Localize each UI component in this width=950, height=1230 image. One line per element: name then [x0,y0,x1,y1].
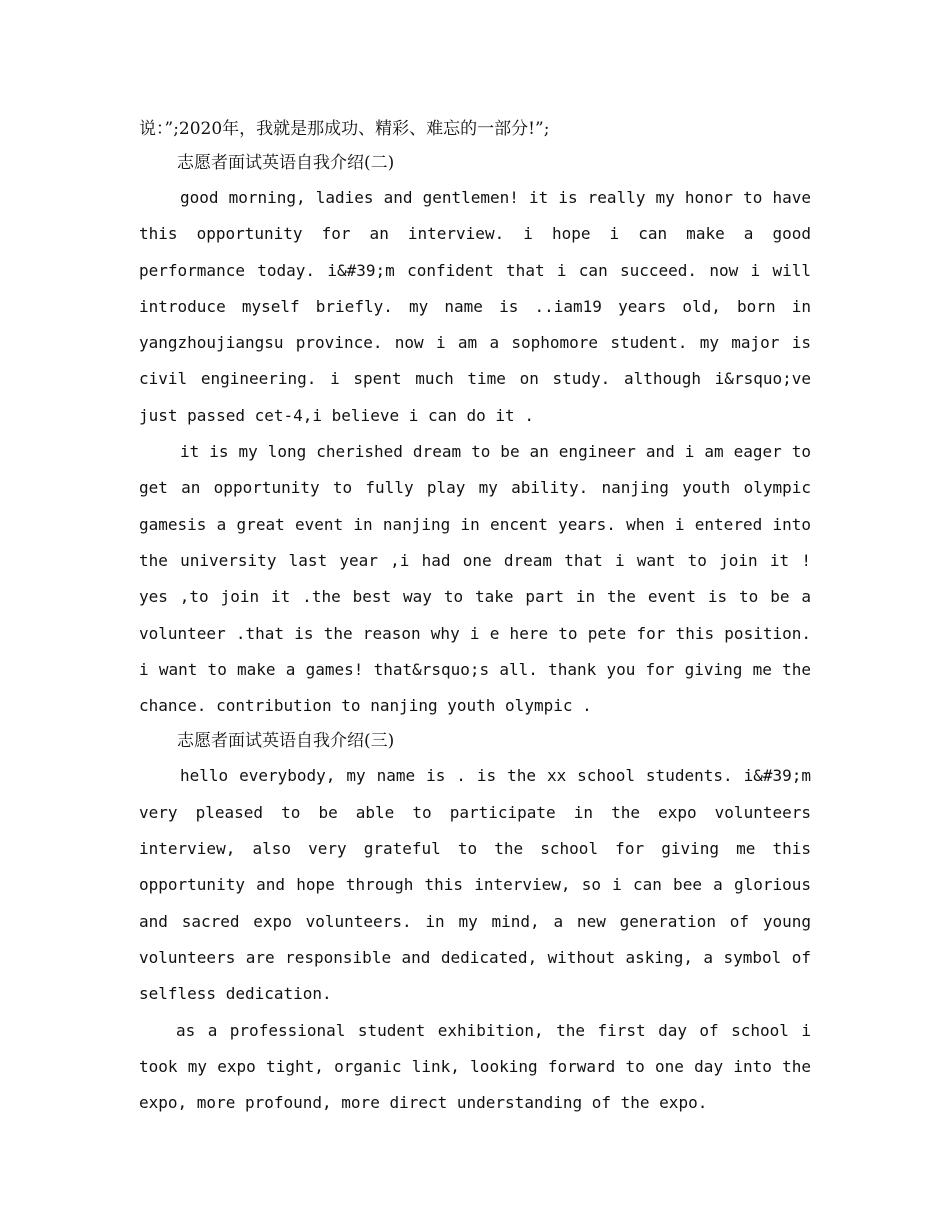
section-3-paragraph-2: as a professional student exhibition, the first day of school i took my expo tight, organic link, looking forward to one day into the expo, more profound, more direct understanding of the expo. [139,1020,811,1113]
section-3-paragraph-1: hello everybody, my name is . is the xx school students. i&#39;m very pleased to be able to participate in the expo volunteers interview, also very grateful to the school for giving me this opportunity and hope through this interview, so i can bee a glorious and sacred expo volunteers. in my mind, a new generation of young volunteers are responsible and dedicated, without asking, a symbol of selfless dedication. [139,766,811,1004]
section-heading-2: 志愿者面试英语自我介绍(二) [177,153,395,173]
opening-line: 说：”;2020年，我就是那成功、精彩、难忘的一部分!”; [139,119,550,139]
section-2-paragraph-1: good morning, ladies and gentlemen! it is really my honor to have this opportunity for an interview. i hope i can make a good performance today. i&#39;m confident that i can succeed. now i will introduce myself briefly. my name is ..iam19 years old, born in yangzhoujiangsu province. now i am a sophomore student. my major is civil engineering. i spent much time on study. although i&rsquo;ve just passed cet-4,i believe i can do it . [139,188,811,425]
section-2-paragraph-2: it is my long cherished dream to be an engineer and i am eager to get an opportunity to fully play my ability. nanjing youth olympic gamesis a great event in nanjing in encent years. when i entered into the university last year ,i had one dream that i want to join it ! yes ,to join it .the best way to take part in the event is to be a volunteer .that is the reason why i e here to pete for this position. i want to make a games! that&rsquo;s all. thank you for giving me the chance. contribution to nanjing youth olympic . [139,442,811,716]
document-body [139,112,811,1121]
section-heading-3: 志愿者面试英语自我介绍(三) [177,731,395,752]
